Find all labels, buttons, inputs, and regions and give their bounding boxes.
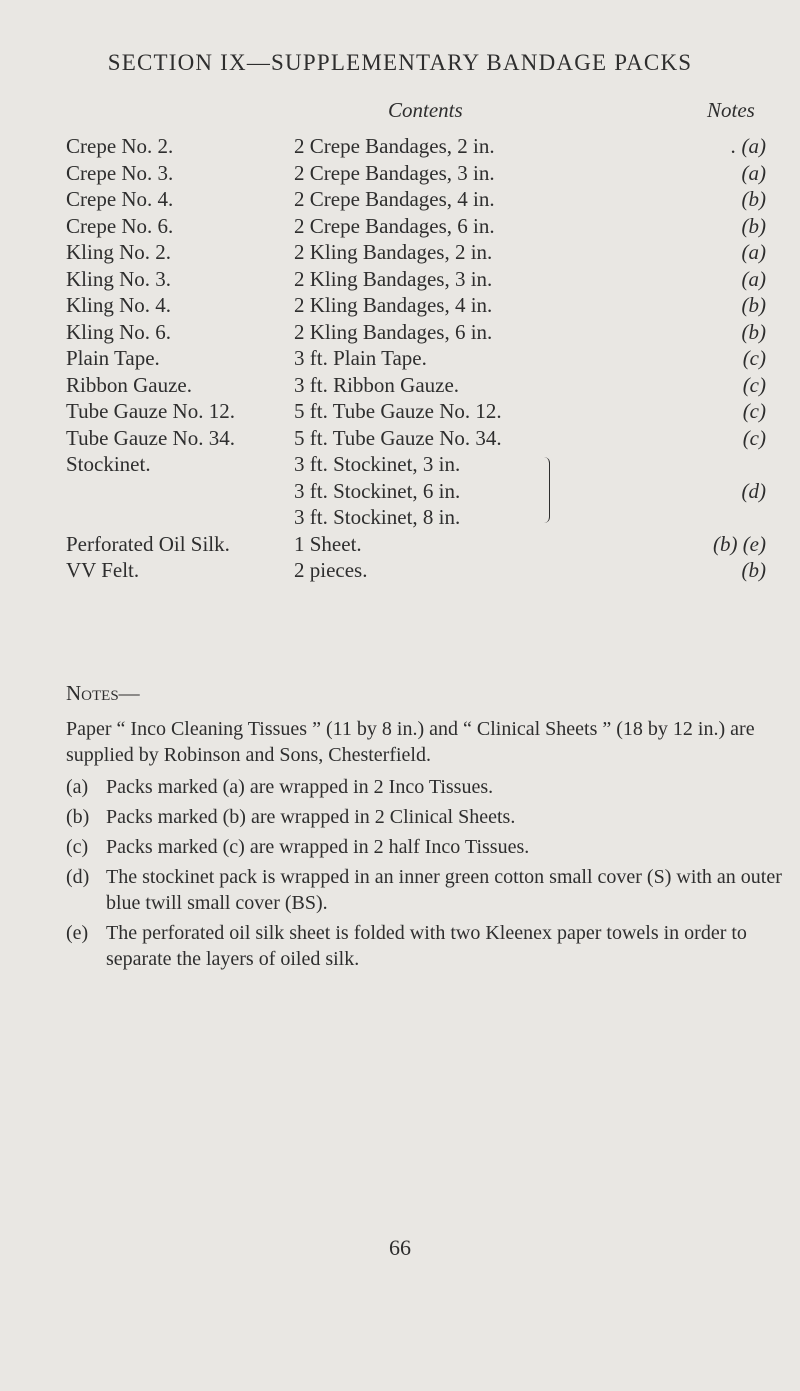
pack-note: (b) (741, 319, 766, 344)
note-item (66, 864, 786, 916)
table-row (66, 319, 766, 346)
pack-note: (c) (742, 346, 766, 370)
note-item (66, 834, 786, 860)
pack-note: (b) (741, 293, 766, 317)
notes-intro: Paper “ Inco Cleaning Tissues ” (11 by 8 in.) and “ Clinical Sheets ” (18 by 12 in.) are supplied by Robinson and Sons, Chesterfield. (66, 718, 755, 766)
table-row (66, 266, 766, 293)
table-row (66, 133, 766, 160)
pack-contents: 2 Crepe Bandages, 6 in. (294, 213, 495, 238)
pack-contents: 2 Crepe Bandages, 2 in. (294, 134, 495, 158)
note-text: Packs marked (c) are wrapped in 2 half Inco Tissues. (106, 836, 530, 858)
pack-note: (b) (e) (712, 531, 766, 556)
table-row (66, 345, 766, 372)
table-row (66, 425, 766, 452)
contents-header: Contents (388, 98, 463, 122)
stockinet-line: 3 ft. Stockinet, 3 in. (294, 452, 461, 476)
pack-contents: 2 Kling Bandages, 4 in. (294, 293, 493, 317)
pack-note: (d) (741, 478, 766, 503)
pack-contents: 5 ft. Tube Gauze No. 34. (294, 425, 502, 450)
note-label: (b) (66, 806, 90, 828)
pack-note: (a) (741, 160, 766, 185)
pack-note: (a) (741, 266, 766, 291)
pack-contents: 5 ft. Tube Gauze No. 12. (294, 399, 502, 423)
note-label: (c) (66, 836, 89, 858)
table-row (66, 186, 766, 213)
page-number: 66 (389, 1235, 411, 1260)
pack-note: (c) (742, 399, 766, 423)
note-item (66, 804, 786, 830)
notes-heading: Notes— (66, 681, 140, 705)
stockinet-contents (294, 451, 460, 531)
pack-name: Crepe No. 6. (66, 213, 174, 238)
pack-contents: 1 Sheet. (294, 531, 362, 556)
pack-contents: 2 Kling Bandages, 6 in. (294, 319, 493, 344)
note-label: (a) (66, 776, 89, 798)
pack-contents: 2 Crepe Bandages, 3 in. (294, 160, 495, 185)
table-row (66, 398, 766, 425)
note-text: The stockinet pack is wrapped in an inner green cotton small cover (S) with an outer blue twill small cover (BS). (106, 866, 782, 914)
pack-name: Crepe No. 3. (66, 160, 174, 185)
table-row (66, 213, 766, 240)
pack-contents: 2 Kling Bandages, 2 in. (294, 240, 493, 264)
pack-contents: 2 Kling Bandages, 3 in. (294, 266, 493, 291)
pack-note: (c) (742, 372, 766, 397)
pack-note: . (a) (731, 134, 766, 158)
pack-name: Kling No. 6. (66, 319, 171, 344)
bandage-pack-table (66, 133, 766, 584)
pack-name: Tube Gauze No. 34. (66, 425, 235, 450)
pack-note: (b) (741, 213, 766, 238)
note-text: Packs marked (b) are wrapped in 2 Clinical Sheets. (106, 806, 516, 828)
pack-name: Tube Gauze No. 12. (66, 399, 235, 423)
table-row (66, 372, 766, 399)
pack-note: (b) (741, 558, 766, 582)
section-title: SECTION IX—SUPPLEMENTARY BANDAGE PACKS (107, 50, 693, 75)
note-text: Packs marked (a) are wrapped in 2 Inco Tissues. (106, 776, 494, 798)
pack-name: Kling No. 3. (66, 266, 171, 291)
pack-note: (b) (741, 187, 766, 211)
pack-name: Kling No. 4. (66, 293, 171, 317)
table-row (66, 292, 766, 319)
pack-name: Crepe No. 2. (66, 134, 174, 158)
table-row (66, 160, 766, 187)
notes-header: Notes (707, 98, 755, 122)
pack-note: (c) (742, 425, 766, 450)
pack-name: Kling No. 2. (66, 240, 171, 264)
note-label: (e) (66, 922, 89, 944)
right-brace-icon (543, 457, 550, 523)
pack-contents: 2 pieces. (294, 558, 368, 582)
stockinet-row (66, 451, 766, 531)
pack-name: Perforated Oil Silk. (66, 531, 230, 556)
table-row (66, 531, 766, 558)
note-text: The perforated oil silk sheet is folded with two Kleenex paper towels in order to separate the layers of oiled silk. (106, 922, 747, 970)
table-row (66, 557, 766, 584)
pack-note: (a) (741, 240, 766, 264)
note-label: (d) (66, 866, 90, 888)
stockinet-line: 3 ft. Stockinet, 6 in. (294, 478, 461, 503)
pack-name: VV Felt. (66, 558, 140, 582)
notes-section (66, 680, 786, 976)
pack-contents: 3 ft. Ribbon Gauze. (294, 372, 460, 397)
table-row (66, 239, 766, 266)
note-item (66, 774, 786, 800)
pack-contents: 3 ft. Plain Tape. (294, 346, 427, 370)
pack-contents: 2 Crepe Bandages, 4 in. (294, 187, 495, 211)
note-item (66, 920, 786, 972)
pack-name: Stockinet. (66, 452, 151, 476)
pack-name: Crepe No. 4. (66, 187, 174, 211)
stockinet-line: 3 ft. Stockinet, 8 in. (294, 505, 461, 529)
pack-name: Ribbon Gauze. (66, 372, 192, 397)
pack-name: Plain Tape. (66, 346, 160, 370)
